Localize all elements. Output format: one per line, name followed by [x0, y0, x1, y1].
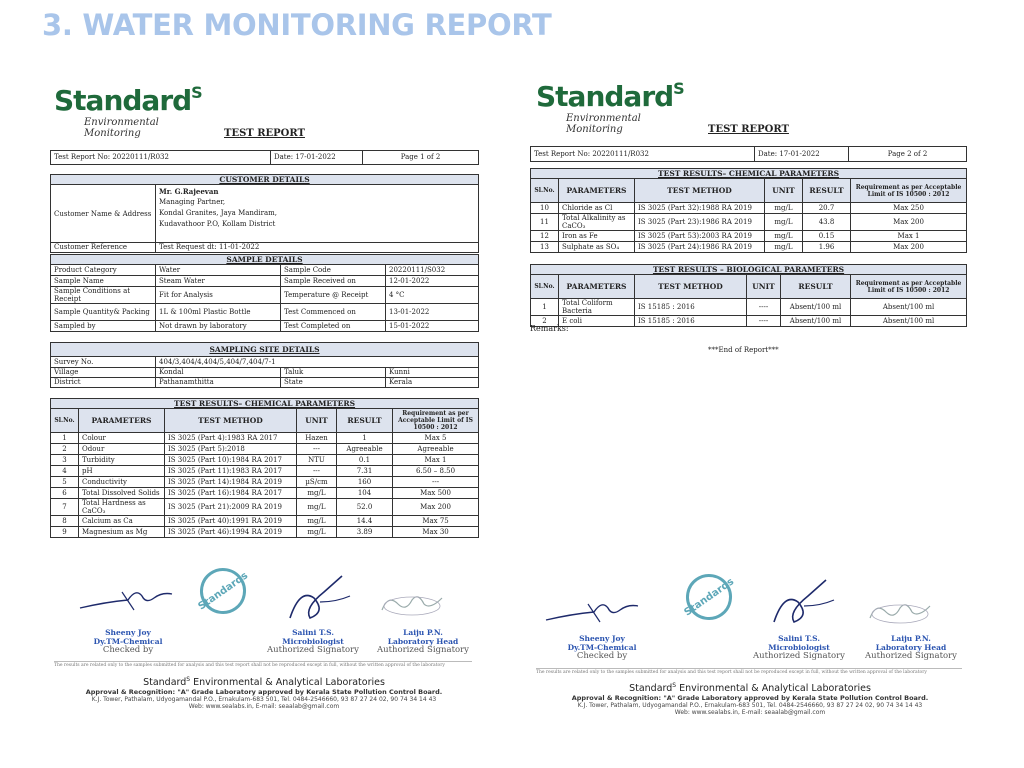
signature-lab-head	[378, 588, 448, 620]
table-cell: Max 5	[393, 433, 479, 444]
table-row	[531, 316, 967, 327]
brand-word: Standard	[54, 84, 192, 117]
table-row	[531, 299, 967, 316]
table-cell: mg/L	[297, 488, 337, 499]
table-header-row: Sl.No. PARAMETERS TEST METHOD UNIT RESULT Requirement as per Acceptable Limit of IS 10500 : 2012	[51, 409, 479, 433]
chem-section-title: TEST RESULTS– CHEMICAL PARAMETERS	[51, 399, 479, 409]
report-header-table	[50, 150, 479, 165]
table-cell: Absent/100 ml	[851, 299, 967, 316]
table-cell: 14.4	[337, 516, 393, 527]
table-cell: 1.96	[803, 242, 851, 253]
table-cell: Max 1	[851, 231, 967, 242]
table-cell: ---	[393, 477, 479, 488]
table-cell: Agreeable	[393, 444, 479, 455]
table-row	[51, 444, 479, 455]
survey-value: 404/3,404/4,404/5,404/7,404/7-1	[156, 357, 479, 368]
table-row	[51, 527, 479, 538]
table-cell: NTU	[297, 455, 337, 466]
table-cell: Max 30	[393, 527, 479, 538]
table-cell: 5	[51, 477, 79, 488]
table-cell: pH	[79, 466, 165, 477]
table-cell: 1	[531, 299, 559, 316]
table-cell: Max 200	[393, 499, 479, 516]
table-cell: IS 3025 (Part 4):1983 RA 2017	[165, 433, 297, 444]
table-cell: IS 3025 (Part 53):2003 RA 2019	[635, 231, 765, 242]
table-cell: 9	[51, 527, 79, 538]
table-row	[51, 455, 479, 466]
table-cell: IS 15185 : 2016	[635, 316, 747, 327]
report-header-table	[530, 146, 967, 162]
table-row	[51, 488, 479, 499]
brand-logo	[536, 74, 696, 135]
table-cell: 11	[531, 214, 559, 231]
table-cell: 160	[337, 477, 393, 488]
table-row	[531, 203, 967, 214]
table-cell: mg/L	[765, 214, 803, 231]
table-cell: IS 3025 (Part 14):1984 RA 2019	[165, 477, 297, 488]
table-cell: 6	[51, 488, 79, 499]
disclaimer-text: The results are related only to the samples submitted for analysis and this test report shall not be reproduced except in full, without the written approval of the laboratory	[536, 668, 962, 675]
table-cell: ----	[747, 299, 781, 316]
table-cell: IS 3025 (Part 40):1991 RA 2019	[165, 516, 297, 527]
report-number: Test Report No: 20220111/R032	[531, 147, 755, 162]
table-row	[51, 516, 479, 527]
table-cell: Hazen	[297, 433, 337, 444]
table-row: Sample Quantity& Packing 1L & 100ml Plastic Bottle Test Commenced on 13-01-2022	[51, 304, 479, 321]
brand-sup: S	[191, 83, 202, 102]
table-cell: Max 500	[393, 488, 479, 499]
customer-name: Mr. G.Rajeevan	[159, 187, 219, 196]
table-cell: IS 3025 (Part 11):1983 RA 2017	[165, 466, 297, 477]
table-row	[51, 433, 479, 444]
lab-head-signatory: Laiju P.N. Laboratory Head Authorized Signatory	[377, 628, 469, 655]
customer-address-line: Kondal Granites, Jaya Mandiram,	[159, 209, 278, 217]
lab-footer-1: Standard$^S$ Environmental & Analytical Laboratories Approval & Recognition: "A" Grade Laboratory approved by Kerala State Pollution Control Board. K.J. Tower, Pathalam, Udyogamandal P.O., Ernakulam-683 501, Tel. 0484-2546660, 93 87 27 24 02, 90 74 34 14 43 Web: www.sealabs.in, E-mail: seaalab@gmail.com	[85, 676, 443, 711]
table-cell: 52.0	[337, 499, 393, 516]
signature-lab-head	[866, 596, 936, 628]
sampling-site-table	[50, 342, 479, 388]
table-cell: Turbidity	[79, 455, 165, 466]
table-cell: Max 75	[393, 516, 479, 527]
customer-address-line: Managing Partner,	[159, 198, 226, 206]
report-date: Date: 17-01-2022	[755, 147, 849, 162]
table-cell: IS 3025 (Part 23):1986 RA 2019	[635, 214, 765, 231]
signature-microbiologist	[764, 572, 844, 632]
table-cell: Chloride as Cl	[559, 203, 635, 214]
brand-subtitle: Environmental Monitoring	[84, 117, 159, 139]
table-cell: mg/L	[765, 231, 803, 242]
report-number: Test Report No: 20220111/R032	[51, 151, 271, 165]
table-cell: Max 1	[393, 455, 479, 466]
table-cell: 0.15	[803, 231, 851, 242]
table-cell: 2	[51, 444, 79, 455]
table-cell: 20.7	[803, 203, 851, 214]
table-cell: Sulphate as SO₄	[559, 242, 635, 253]
table-cell: Total Dissolved Solids	[79, 488, 165, 499]
disclaimer-text: The results are related only to the samples submitted for analysis and this test report shall not be reproduced except in full, without the written approval of the laboratory	[54, 661, 472, 668]
table-cell: IS 3025 (Part 5):2018	[165, 444, 297, 455]
table-row: District Pathanamthitta State Kerala	[51, 378, 479, 388]
customer-reference-label: Customer Reference	[51, 243, 156, 253]
table-cell: mg/L	[297, 516, 337, 527]
signature-microbiologist	[280, 568, 360, 628]
table-cell: 43.8	[803, 214, 851, 231]
table-cell: Max 200	[851, 214, 967, 231]
chem-section-title: TEST RESULTS– CHEMICAL PARAMETERS	[531, 169, 967, 179]
customer-details-table	[50, 174, 479, 253]
end-of-report: ***End of Report***	[708, 346, 779, 354]
table-row: Village Kondal Taluk Kunni	[51, 368, 479, 378]
table-cell: Colour	[79, 433, 165, 444]
table-cell: IS 3025 (Part 24):1986 RA 2019	[635, 242, 765, 253]
table-cell: Agreeable	[337, 444, 393, 455]
chemical-results-table-2	[530, 168, 967, 253]
table-cell: µS/cm	[297, 477, 337, 488]
table-cell: 1	[337, 433, 393, 444]
checked-by-signatory: Sheeny Joy Dy.TM-Chemical Checked by	[93, 628, 163, 655]
customer-address-line: Kudavathoor P.O, Kollam District	[159, 220, 276, 228]
table-cell: 12	[531, 231, 559, 242]
table-header-row: Sl.No. PARAMETERS TEST METHOD UNIT RESULT Requirement as per Acceptable Limit of IS 10500 : 2012	[531, 179, 967, 203]
report-page-1	[48, 72, 480, 711]
table-cell: 10	[531, 203, 559, 214]
table-row: Sample Name Steam Water Sample Received on 12-01-2022	[51, 276, 479, 287]
table-cell: Absent/100 ml	[781, 299, 851, 316]
brand-logo	[54, 78, 214, 139]
report-heading: TEST REPORT	[224, 128, 305, 139]
table-cell: Total Coliform Bacteria	[559, 299, 635, 316]
table-row	[531, 242, 967, 253]
table-header-row: Sl.No. PARAMETERS TEST METHOD UNIT RESULT Requirement as per Acceptable Limit of IS 10500 : 2012	[531, 275, 967, 299]
table-row	[51, 477, 479, 488]
brand-sup: S	[673, 79, 684, 98]
table-cell: mg/L	[765, 242, 803, 253]
table-cell: Conductivity	[79, 477, 165, 488]
table-row: Sample Conditions at Receipt Fit for Analysis Temperature @ Receipt 4 °C	[51, 287, 479, 304]
table-cell: 2	[531, 316, 559, 327]
table-cell: mg/L	[765, 203, 803, 214]
biological-results-table	[530, 264, 967, 327]
table-cell: 8	[51, 516, 79, 527]
table-row: Sampled by Not drawn by laboratory Test Completed on 15-01-2022	[51, 321, 479, 332]
table-cell: Max 250	[851, 203, 967, 214]
table-cell: IS 3025 (Part 16):1984 RA 2017	[165, 488, 297, 499]
table-row	[51, 466, 479, 477]
sample-details-table	[50, 254, 479, 332]
table-cell: E coli	[559, 316, 635, 327]
report-heading: TEST REPORT	[708, 124, 789, 135]
signature-block-1	[48, 568, 478, 672]
table-cell: IS 15185 : 2016	[635, 299, 747, 316]
microbiologist-signatory: Salini T.S. Microbiologist Authorized Signatory	[753, 634, 845, 661]
microbiologist-signatory: Salini T.S. Microbiologist Authorized Signatory	[267, 628, 359, 655]
remarks-label: Remarks:	[530, 324, 569, 333]
table-cell: Absent/100 ml	[851, 316, 967, 327]
signature-checked-by	[542, 590, 642, 630]
sample-section-title: SAMPLE DETAILS	[51, 255, 479, 265]
table-cell: Absent/100 ml	[781, 316, 851, 327]
table-cell: IS 3025 (Part 32):1988 RA 2019	[635, 203, 765, 214]
table-cell: IS 3025 (Part 21):2009 RA 2019	[165, 499, 297, 516]
site-section-title: SAMPLING SITE DETAILS	[51, 343, 479, 357]
table-cell: Total Alkalinity as CaCO₃	[559, 214, 635, 231]
signature-checked-by	[76, 578, 176, 618]
slide-title: 3. WATER MONITORING REPORT	[42, 8, 552, 42]
table-cell: 3.89	[337, 527, 393, 538]
table-cell: Magnesium as Mg	[79, 527, 165, 538]
table-cell: 0.1	[337, 455, 393, 466]
table-cell: IS 3025 (Part 10):1984 RA 2017	[165, 455, 297, 466]
signature-block-2	[532, 570, 962, 682]
lab-footer-2: Standard$^S$ Environmental & Analytical Laboratories Approval & Recognition: "A" Grade Laboratory approved by Kerala State Pollution Control Board. K.J. Tower, Pathalam, Udyogamandal P.O., Ernakulam-683 501, Tel. 0484-2546660, 93 87 27 24 02, 90 74 34 14 43 Web: www.sealabs.in, E-mail: seaalab@gmail.com	[571, 682, 929, 717]
table-cell: IS 3025 (Part 46):1994 RA 2019	[165, 527, 297, 538]
page-number: Page 2 of 2	[849, 147, 967, 162]
table-cell: mg/L	[297, 499, 337, 516]
table-cell: ----	[747, 316, 781, 327]
table-row: Product Category Water Sample Code 20220111/S032	[51, 265, 479, 276]
table-cell: mg/L	[297, 527, 337, 538]
laboratory-seal: Standards	[677, 565, 741, 629]
report-page-2	[528, 70, 968, 725]
laboratory-seal: Standards	[191, 559, 255, 623]
table-cell: 6.50 – 8.50	[393, 466, 479, 477]
report-date: Date: 17-01-2022	[271, 151, 363, 165]
table-cell: ---	[297, 444, 337, 455]
table-cell: Odour	[79, 444, 165, 455]
table-row	[531, 214, 967, 231]
table-cell: Total Hardness as CaCO₃	[79, 499, 165, 516]
table-cell: 1	[51, 433, 79, 444]
survey-label: Survey No.	[51, 357, 156, 368]
checked-by-signatory: Sheeny Joy Dy.TM-Chemical Checked by	[567, 634, 637, 661]
table-row	[51, 499, 479, 516]
table-cell: Calcium as Ca	[79, 516, 165, 527]
page-number: Page 1 of 2	[363, 151, 479, 165]
table-cell: 4	[51, 466, 79, 477]
table-cell: Iron as Fe	[559, 231, 635, 242]
customer-reference-value: Test Request dt: 11-01-2022	[156, 243, 479, 253]
table-cell: ---	[297, 466, 337, 477]
lab-head-signatory: Laiju P.N. Laboratory Head Authorized Signatory	[865, 634, 957, 661]
customer-name-label: Customer Name & Address	[51, 185, 156, 243]
table-cell: Max 200	[851, 242, 967, 253]
table-cell: 13	[531, 242, 559, 253]
bio-section-title: TEST RESULTS – BIOLOGICAL PARAMETERS	[531, 265, 967, 275]
table-row	[531, 231, 967, 242]
table-cell: 7	[51, 499, 79, 516]
table-cell: 3	[51, 455, 79, 466]
table-cell: 7.31	[337, 466, 393, 477]
customer-section-title: CUSTOMER DETAILS	[51, 175, 479, 185]
brand-subtitle: Environmental Monitoring	[566, 113, 641, 135]
table-cell: 104	[337, 488, 393, 499]
brand-word: Standard	[536, 80, 674, 113]
chemical-results-table-1	[50, 398, 479, 538]
